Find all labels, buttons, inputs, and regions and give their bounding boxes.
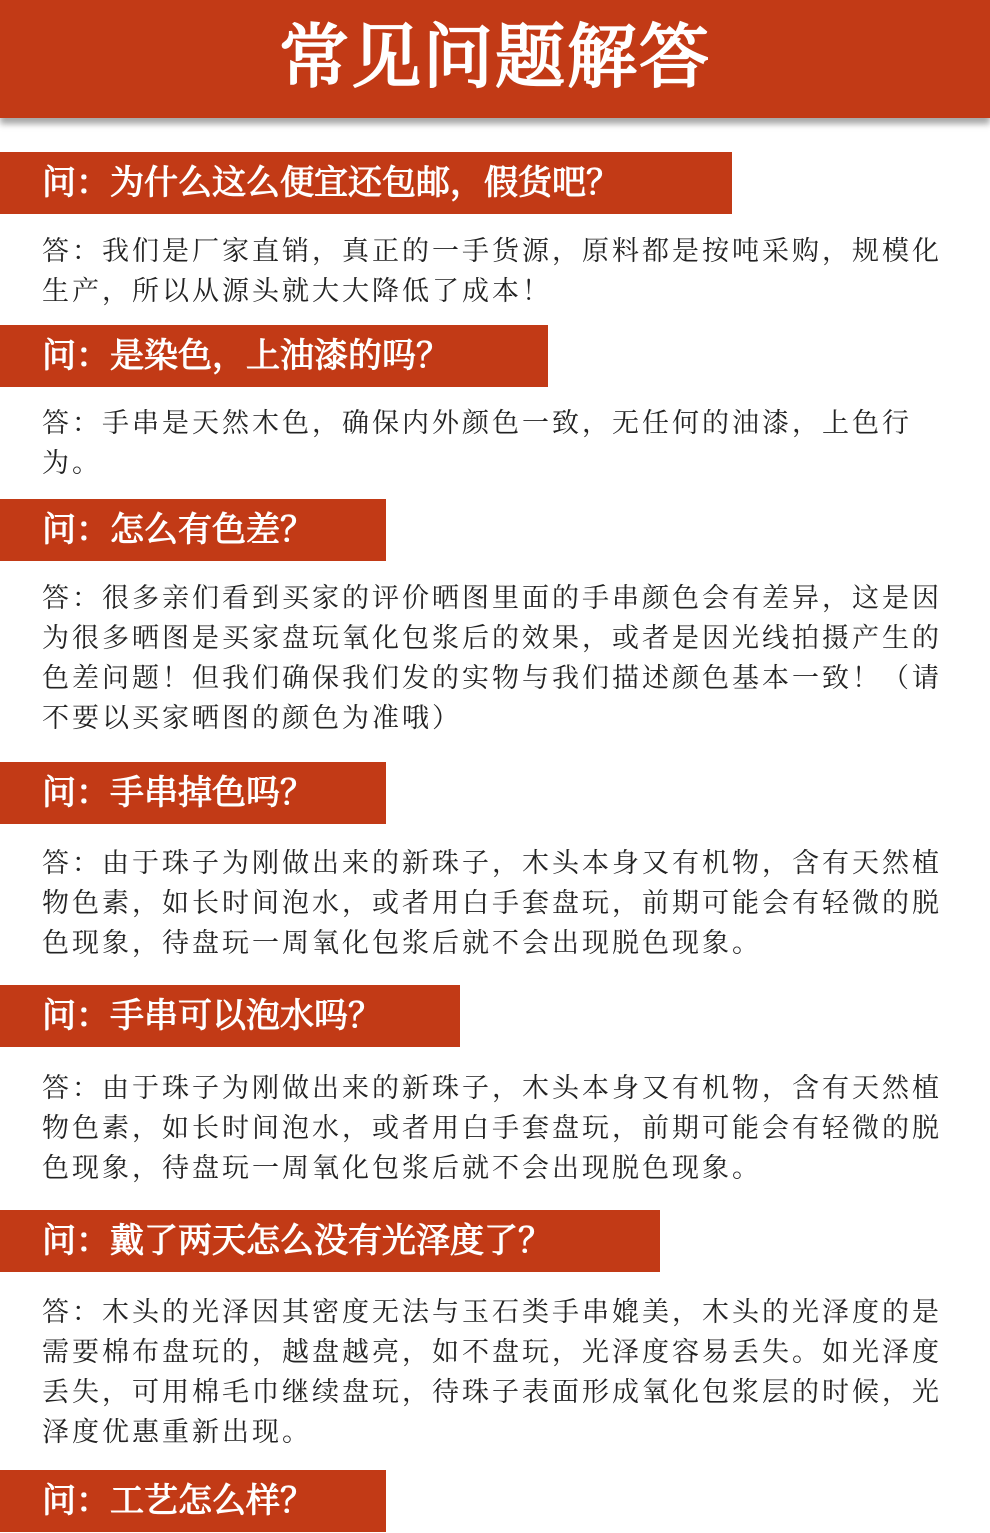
faq-question-4: 问：手串掉色吗？: [0, 762, 386, 824]
faq-answer-3: 答：很多亲们看到买家的评价晒图里面的手串颜色会有差异，这是因为很多晒图是买家盘玩氧化包浆后的效果，或者是因光线拍摄产生的色差问题！但我们确保我们发的实物与我们描述颜色基本一致！（请不要以买家晒图的颜色为准哦）: [42, 583, 942, 734]
page-title: 常见问题解答: [279, 16, 711, 98]
faq-answer-1: 答：我们是厂家直销，真正的一手货源，原料都是按吨采购，规模化生产，所以从源头就大大降低了成本！: [42, 236, 942, 307]
faq-question-6: 问：戴了两天怎么没有光泽度了？: [0, 1210, 660, 1272]
faq-answer-6: 答：木头的光泽因其密度无法与玉石类手串媲美，木头的光泽度的是需要棉布盘玩的，越盘越亮，如不盘玩，光泽度容易丢失。如光泽度丢失，可用棉毛巾继续盘玩，待珠子表面形成氧化包浆层的时候，光泽度优惠重新出现。: [42, 1297, 942, 1448]
page-header: [0, 0, 990, 118]
faq-question-3: 问：怎么有色差？: [0, 499, 386, 561]
faq-question-5: 问：手串可以泡水吗？: [0, 985, 460, 1047]
faq-answer-2: 答：手串是天然木色，确保内外颜色一致，无任何的油漆，上色行为。: [42, 408, 912, 479]
faq-question-2: 问：是染色，上油漆的吗？: [0, 325, 548, 387]
faq-answer-4: 答：由于珠子为刚做出来的新珠子，木头本身又有机物，含有天然植物色素，如长时间泡水，或者用白手套盘玩，前期可能会有轻微的脱色现象，待盘玩一周氧化包浆后就不会出现脱色现象。: [42, 848, 942, 959]
faq-answer-5: 答：由于珠子为刚做出来的新珠子，木头本身又有机物，含有天然植物色素，如长时间泡水，或者用白手套盘玩，前期可能会有轻微的脱色现象，待盘玩一周氧化包浆后就不会出现脱色现象。: [42, 1073, 942, 1184]
faq-question-1: 问：为什么这么便宜还包邮，假货吧？: [0, 152, 732, 214]
faq-question-7: 问：工艺怎么样？: [0, 1470, 386, 1532]
